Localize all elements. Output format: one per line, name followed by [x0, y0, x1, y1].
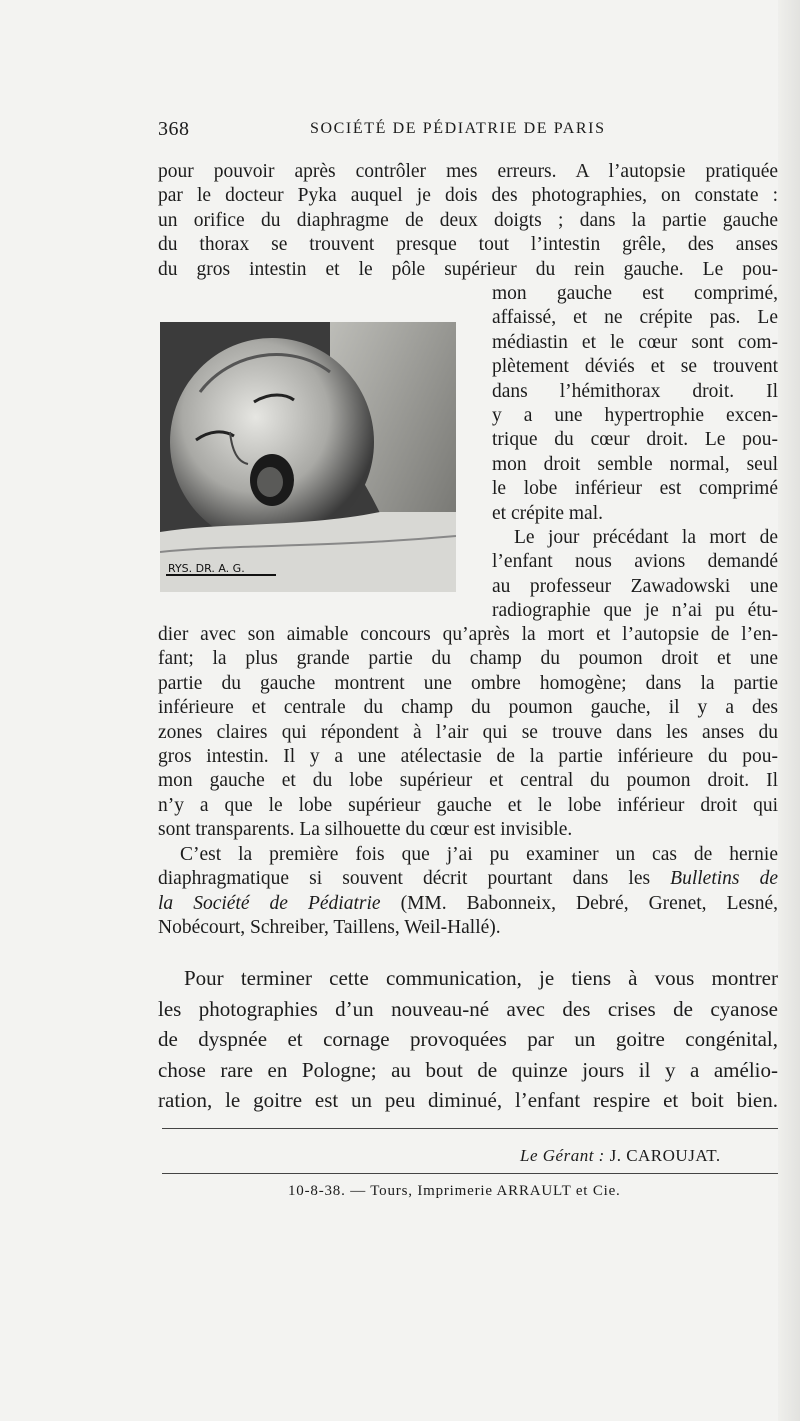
text-line: Nobécourt, Schreiber, Taillens, Weil-Hallé).: [158, 917, 501, 939]
page-edge: [778, 0, 800, 1421]
wrapped-text-column: [492, 282, 778, 624]
text-line: pour pouvoir après contrôler mes erreurs. A l’autopsie pratiquée: [158, 161, 778, 182]
text-line: partie du gauche montrent une ombre homogène; dans la partie: [158, 672, 778, 694]
text-line: inférieure et centrale du champ du poumon gauche, il y a des: [158, 697, 778, 719]
manager-role: Le Gérant :: [520, 1146, 605, 1165]
text-line: Pour terminer cette communication, je tiens à vous montrer: [184, 966, 778, 990]
running-title: SOCIÉTÉ DE PÉDIATRIE DE PARIS: [310, 120, 606, 137]
text-line: médiastin et le cœur sont com-: [492, 331, 778, 353]
italic-title: Bulletins de: [670, 868, 778, 890]
text-line: et crépite mal.: [492, 502, 603, 524]
paragraph-hernia: [158, 843, 778, 941]
divider: [162, 1128, 778, 1129]
text-line: [158, 867, 778, 891]
text-line: y a une hypertrophie excen-: [492, 405, 778, 427]
page-header: [158, 118, 778, 146]
text-line: un orifice du diaphragme de deux doigts ; dans la partie gauche: [158, 209, 778, 231]
text-line: Le jour précédant la mort de: [514, 527, 778, 549]
text-line: plètement déviés et se trouvent: [492, 356, 778, 378]
divider: [162, 1173, 778, 1174]
text-line: mon droit semble normal, seul: [492, 453, 778, 475]
text-segment: (MM. Babonneix, Debré, Grenet, Lesné,: [380, 892, 778, 914]
infant-drawing: [160, 322, 456, 592]
text-line: le lobe inférieur est comprimé: [492, 478, 778, 500]
printer-imprint: 10-8-38. — Tours, Imprimerie ARRAULT et Cie.: [288, 1183, 621, 1199]
text-line: du gros intestin et le pôle supérieur du rein gauche. Le pou-: [158, 258, 778, 280]
text-line: chose rare en Pologne; au bout de quinze jours il y a amélio-: [158, 1057, 778, 1082]
paragraph-autopsy: [158, 160, 778, 282]
text-line: mon gauche et du lobe supérieur et central du poumon droit. Il: [158, 770, 778, 792]
text-line: de dyspnée et cornage provoquées par un goitre congénital,: [158, 1027, 778, 1052]
text-segment: diaphragmatique si souvent décrit pourtant dans les: [158, 868, 671, 890]
text-line: sont transparents. La silhouette du cœur est invisible.: [158, 819, 573, 841]
text-line: gros intestin. Il y a une atélectasie de la partie inférieure du pou-: [158, 746, 778, 768]
text-line: [158, 892, 778, 916]
italic-title: la Société de Pédiatrie: [158, 892, 381, 914]
text-line: par le docteur Pyka auquel je dois des photographies, on constate :: [158, 185, 778, 207]
text-line: au professeur Zawadowski une: [492, 575, 778, 597]
text-line: trique du cœur droit. Le pou-: [492, 429, 778, 451]
text-line: l’enfant nous avions demandé: [492, 551, 778, 573]
text-line: ration, le goitre est un peu diminué, l’enfant respire et boit bien.: [158, 1088, 778, 1113]
infant-photograph: [160, 322, 456, 592]
text-line: les photographies d’un nouveau-né avec des crises de cyanose: [158, 996, 778, 1021]
text-line: dans l’hémithorax droit. Il: [492, 380, 778, 402]
paragraph-closing: [158, 963, 778, 1116]
text-line: C’est la première fois que j’ai pu examiner un cas de hernie: [180, 844, 778, 865]
manager-name: J. CAROUJAT.: [609, 1146, 721, 1165]
page-number: 368: [158, 118, 190, 140]
paragraph-radiography: [158, 623, 778, 843]
text-line: zones claires qui répondent à l’air qui se trouve dans les anses du: [158, 721, 778, 743]
text-line: affaissé, et ne crépite pas. Le: [492, 307, 778, 329]
text-line: du thorax se trouvent presque tout l’intestin grêle, des anses: [158, 234, 778, 256]
text-line: mon gauche est comprimé,: [492, 283, 778, 304]
artist-signature: RYS. DR. A. G.: [168, 562, 245, 575]
manager-signature: [520, 1146, 780, 1166]
text-line: radiographie que je n’ai pu étu-: [492, 600, 778, 622]
text-line: n’y a que le lobe supérieur gauche et le lobe inférieur droit qui: [158, 794, 778, 816]
text-line: fant; la plus grande partie du champ du poumon droit et une: [158, 648, 778, 670]
text-line: dier avec son aimable concours qu’après la mort et l’autopsie de l’en-: [158, 624, 778, 645]
